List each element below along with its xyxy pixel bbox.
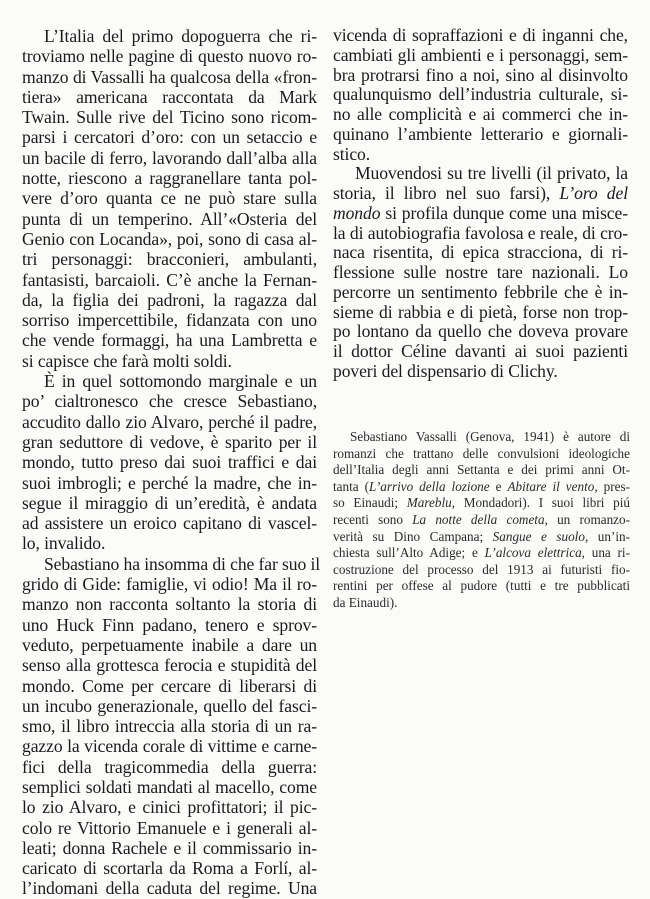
text-line: quinano l’ambiente letterario e giornali- bbox=[333, 123, 628, 144]
text-run: , Mondadori). I suoi libri piú bbox=[451, 495, 630, 511]
text-run: tanta ( bbox=[333, 478, 369, 494]
text-line: un incubo generazionale, quello del fasci- bbox=[22, 695, 317, 716]
text-line: punta di un temperino. All’«Osteria del bbox=[22, 208, 317, 229]
text-run: e bbox=[489, 478, 508, 494]
text-line: percorre un sentimento febbrile che è in- bbox=[333, 281, 628, 302]
text-line: dell’Italia degli anni Settanta e dei primi anni Ot- bbox=[333, 462, 630, 478]
text-line: suoi imbrogli; e perché la madre, che in- bbox=[22, 472, 317, 493]
text-line: che vende formaggi, ha una Lambretta e bbox=[22, 330, 317, 351]
text-line: vicenda di sopraffazioni e di inganni che, bbox=[333, 25, 628, 45]
text-line: lo, invalido. bbox=[22, 533, 106, 554]
text-line: colo re Vittorio Emanuele e i generali al- bbox=[22, 817, 317, 838]
text-line: segue il miraggio di un’eredità, è andata bbox=[22, 492, 317, 513]
text-line: caricato di scortarla da Roma a Forlí, al- bbox=[22, 858, 317, 879]
text-line: rentini per offese al pudore (tutti e tre pubblicati bbox=[333, 578, 630, 594]
text-line bbox=[333, 529, 630, 546]
text-line: fantasisti, barcaioli. C’è anche la Fernan- bbox=[22, 269, 317, 290]
book-title: mondo bbox=[333, 202, 381, 223]
text-line: ad assistere un eroico capitano di vascel- bbox=[22, 513, 317, 534]
text-line: l’indomani della caduta del regime. Una bbox=[22, 878, 317, 899]
text-line: manzo non racconta soltanto la storia di bbox=[22, 594, 317, 615]
text-line: lo zio Alvaro, e cinici profittatori; il pic- bbox=[22, 797, 317, 818]
text-line: notte, riescono a raggranellare tanta pol- bbox=[22, 168, 317, 189]
text-line: troviamo nelle pagine di questo nuovo ro- bbox=[22, 46, 317, 67]
text-line: veduto, perpetuamente inabile a dare un bbox=[22, 634, 317, 655]
article-right-column bbox=[333, 26, 628, 382]
book-title: L’arrivo della lozione bbox=[369, 478, 490, 494]
text-line: Genio con Locanda», poi, sono di casa al- bbox=[22, 228, 317, 249]
text-line: senso alla grottesca ferocia e stupidità del bbox=[22, 655, 317, 676]
text-line: si capisce che farà molti soldi. bbox=[22, 350, 232, 371]
book-title: La notte della cometa bbox=[412, 511, 545, 527]
text-line bbox=[333, 545, 630, 562]
text-line: L’Italia del primo dopoguerra che ri- bbox=[44, 26, 317, 46]
text-line: da, la figlia dei padroni, la ragazza dal bbox=[22, 289, 317, 310]
text-line: Sebastiano ha insomma di che far suo il bbox=[44, 553, 321, 574]
text-run: chiesta sull’Alto Adige; e bbox=[333, 545, 485, 561]
text-line: sieme di rabbia e di pietà, forse non trop- bbox=[333, 301, 628, 322]
text-line bbox=[333, 204, 628, 224]
text-line: Muovendosi su tre livelli (il privato, la bbox=[355, 163, 628, 184]
text-run: verità su Dino Campana; bbox=[333, 528, 493, 544]
text-line: tri personaggi: bracconieri, ambulanti, bbox=[22, 249, 317, 270]
text-line: costruzione del processo del 1913 ai futuristi fio- bbox=[333, 561, 630, 577]
text-line: naca risentita, di epica stracciona, di ri- bbox=[333, 242, 628, 263]
text-line: da Einaudi). bbox=[333, 594, 398, 610]
text-line: parsi i cercatori d’oro: con un setaccio e bbox=[22, 127, 317, 148]
text-line: gazzo la vicenda corale di vittime e carne- bbox=[22, 736, 317, 757]
text-run: recenti sono bbox=[333, 511, 413, 527]
text-line: leati; donna Rachele e il commissario in- bbox=[22, 837, 317, 858]
text-run: so Einaudi; bbox=[333, 495, 407, 511]
text-line: flessione sulle nostre tare nazionali. Lo bbox=[333, 262, 628, 282]
text-line: Sebastiano Vassalli (Genova, 1941) è autore di bbox=[350, 429, 630, 444]
text-line: la di autobiografia favolosa e reale, di cro- bbox=[333, 222, 628, 243]
book-title: Abitare il vento bbox=[507, 478, 595, 494]
text-line bbox=[333, 184, 628, 204]
text-line: mondo. Come per cercare di liberarsi di bbox=[22, 675, 317, 696]
article-left-column bbox=[22, 26, 321, 899]
text-line bbox=[333, 512, 630, 529]
text-line: accudito dallo zio Alvaro, perché il padre, bbox=[22, 411, 317, 432]
book-title: Sangue e suolo bbox=[492, 528, 585, 544]
text-line: gran seduttore di vedove, è sparito per il bbox=[22, 431, 317, 452]
author-bio bbox=[333, 429, 630, 612]
text-line: fici della tragicommedia della guerra: bbox=[22, 756, 317, 777]
text-line: po’ cialtronesco che cresce Sebastiano, bbox=[22, 391, 317, 412]
text-line: qualunquismo dell’industria culturale, si- bbox=[333, 84, 628, 105]
text-line: manzo di Vassalli ha qualcosa della «fron- bbox=[22, 66, 317, 87]
book-title: Mareblu bbox=[406, 495, 452, 511]
text-line: poveri del dispensario di Clichy. bbox=[333, 360, 558, 381]
text-line: smo, il libro intreccia alla storia di un ra- bbox=[22, 716, 317, 737]
text-line: un bacile di ferro, lavorando dall’alba alla bbox=[22, 147, 317, 168]
text-line: stico. bbox=[333, 143, 371, 164]
text-line: sorriso impercettibile, fidanzata con uno bbox=[22, 310, 317, 331]
text-line: Twain. Sulle rive del Ticino sono ricom- bbox=[22, 107, 317, 128]
text-line: po lontano da quello che doveva provare bbox=[333, 321, 628, 342]
text-line: vere d’oro quanta ce ne può stare sulla bbox=[22, 188, 317, 209]
text-line: È in quel sottomondo marginale e un bbox=[44, 371, 317, 392]
book-title: L’oro del bbox=[559, 183, 628, 203]
text-line: il dottor Céline davanti ai suoi pazienti bbox=[333, 341, 628, 361]
text-line: uno Huck Finn padano, tenero e sprov- bbox=[22, 614, 317, 635]
text-run: si profila dunque come una misce- bbox=[380, 202, 628, 223]
text-line: cambiati gli ambienti e i personaggi, sem- bbox=[333, 44, 628, 65]
text-run: , pres- bbox=[594, 478, 630, 494]
text-line bbox=[333, 479, 630, 496]
text-run: , un romanzo- bbox=[544, 511, 631, 527]
text-run: , una ri- bbox=[581, 545, 630, 561]
text-run: , un’in- bbox=[584, 528, 630, 544]
text-line bbox=[333, 495, 630, 512]
text-line: tiera» americana raccontata da Mark bbox=[22, 86, 317, 107]
text-line: no alle complicità e ai commerci che in- bbox=[333, 104, 628, 124]
text-line: mondo, tutto preso dai suoi traffici e dai bbox=[22, 452, 317, 473]
text-line: romanzi che trattano delle convulsioni ideologiche bbox=[333, 445, 630, 461]
book-title: L’alcova elettrica bbox=[484, 545, 582, 561]
text-run: storia, il libro nel suo farsi), bbox=[333, 183, 560, 203]
text-line: grido di Gide: famiglie, vi odio! Ma il ro- bbox=[22, 574, 317, 595]
text-line: bra protrarsi fino a noi, sino al disinvolto bbox=[333, 64, 628, 85]
text-line: semplici soldati mandati al macello, come bbox=[22, 776, 317, 797]
